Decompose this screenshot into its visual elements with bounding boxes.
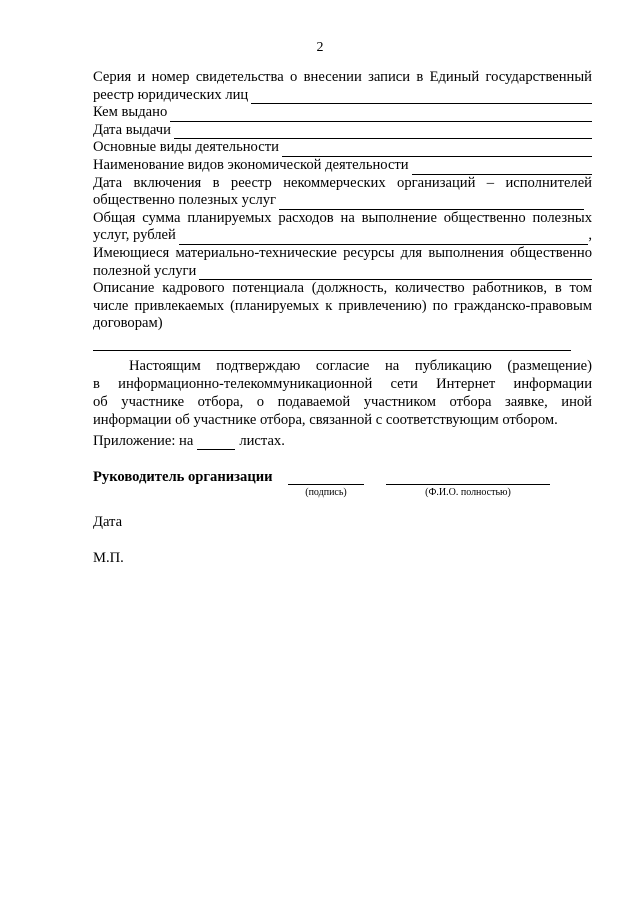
resources-label-line1: Имеющиеся материально-технические ресурсы для выполнения общественно [93,244,592,261]
issued-by-label: Кем выдано [93,104,168,121]
consent-paragraph [93,357,592,429]
stamp-label: М.П. [93,550,124,566]
attachment-prefix: Приложение: на [93,433,194,449]
full-name-input-line[interactable] [386,484,550,485]
total-expenses-input-line[interactable] [179,231,589,245]
issued-by-field [93,104,592,122]
total-expenses-comma: , [588,227,592,244]
attachment-suffix: листах. [239,433,285,449]
total-expenses-field [93,227,592,245]
form-fields [93,69,592,429]
resources-field [93,263,592,281]
date-label: Дата [93,514,123,530]
staff-label-line2: числе привлекаемых (планируемых к привлечению) по гражданско-правовым [93,297,592,314]
consent-line2: в информационно-телекоммуникационной сети Интернет информации [93,375,592,392]
economic-activities-field [93,157,592,175]
issue-date-label: Дата выдачи [93,121,171,138]
main-activities-field [93,139,592,157]
inclusion-date-field [93,192,592,210]
attachment-pages-input[interactable] [197,437,235,450]
main-activities-input-line[interactable] [282,143,592,157]
registry-series-input-line[interactable] [251,90,592,104]
registry-series-field [93,87,592,105]
signer-title: Руководитель организации [93,469,273,485]
signature-input-line[interactable] [288,484,364,485]
consent-line4: информации об участнике отбора, связанной с соответствующим отбором. [93,411,558,428]
issue-date-input-line[interactable] [174,125,592,139]
signature-caption: (подпись) [305,487,347,498]
inclusion-date-input-line[interactable] [279,196,584,210]
resources-input-line[interactable] [199,266,592,280]
staff-label-line3: договорам) [93,315,163,332]
registry-series-label-line1: Серия и номер свидетельства о внесении записи в Единый государственный [93,69,592,85]
full-name-caption: (Ф.И.О. полностью) [425,487,511,498]
consent-line1: Настоящим подтверждаю согласие на публикацию (размещение) [129,357,592,374]
issued-by-input-line[interactable] [170,108,592,122]
page-number: 2 [316,40,324,55]
main-activities-label: Основные виды деятельности [93,139,279,156]
total-expenses-label-line1: Общая сумма планируемых расходов на выполнение общественно полезных [93,209,592,226]
issue-date-field [93,122,592,140]
economic-activities-label: Наименование видов экономической деятельности [93,156,409,173]
economic-activities-input-line[interactable] [412,161,592,175]
consent-line3: об участнике отбора, о подаваемой участником отбора заявке, иной [93,393,592,410]
staff-input-line[interactable] [93,333,571,351]
total-expenses-label-line2: услуг, рублей [93,227,176,244]
attachment-line [93,433,285,450]
registry-series-label-line2: реестр юридических лиц [93,86,249,103]
inclusion-date-label-line2: общественно полезных услуг [93,192,277,209]
staff-label-line1: Описание кадрового потенциала (должность, количество работников, в том [93,280,592,297]
resources-label-line2: полезной услуги [93,262,197,279]
inclusion-date-label-line1: Дата включения в реестр некоммерческих организаций – исполнителей [93,174,592,191]
